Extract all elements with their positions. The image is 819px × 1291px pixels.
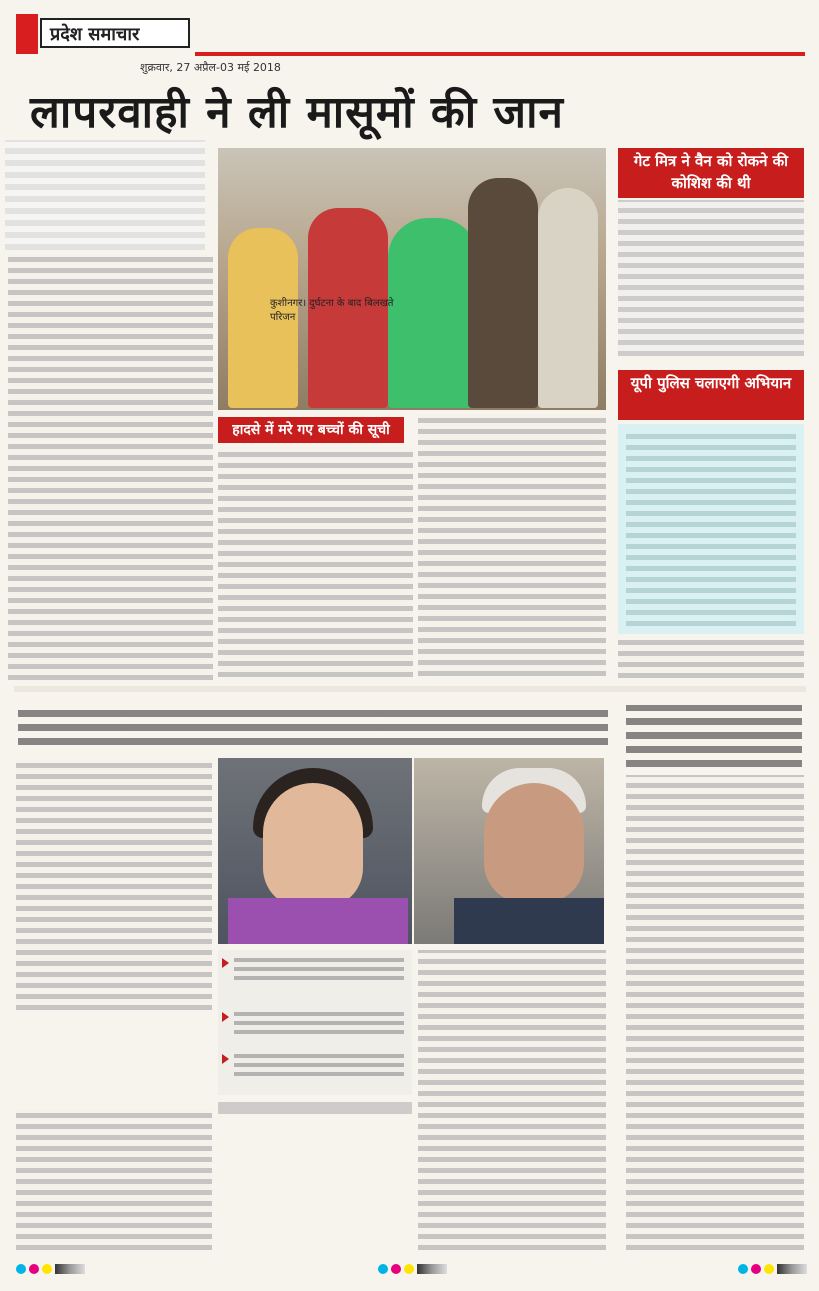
kicker-blur xyxy=(5,140,205,250)
story-body-col3 xyxy=(418,414,606,676)
main-headline: लापरवाही ने ली मासूमों की जान xyxy=(30,87,564,138)
bullet-triangle-icon xyxy=(222,1012,229,1022)
lower-story-col3 xyxy=(418,950,606,1250)
lower-story-col1b xyxy=(16,1110,212,1250)
portrait-photo-woman xyxy=(218,758,412,944)
sidebar-footer-text xyxy=(618,640,804,678)
bullet-triangle-icon xyxy=(222,1054,229,1064)
main-photo xyxy=(218,148,606,410)
print-registration-marks xyxy=(378,1264,447,1274)
print-registration-marks xyxy=(738,1264,807,1274)
sidebar-body-1 xyxy=(618,200,804,356)
print-registration-marks xyxy=(16,1264,85,1274)
lower-story-col1 xyxy=(16,760,212,1010)
portrait-caption xyxy=(218,1102,412,1114)
sidebar-title-1: गेट मित्र ने वैन को रोकने की कोशिश की थी xyxy=(618,148,804,198)
victims-list-label: हादसे में मरे गए बच्चों की सूची xyxy=(218,417,404,443)
date-line: शुक्रवार, 27 अप्रैल-03 मई 2018 xyxy=(140,61,281,74)
portrait-photo-man xyxy=(414,758,604,944)
highlights-box xyxy=(218,950,412,1095)
side-story-body xyxy=(626,775,804,1250)
section-name: प्रदेश समाचार xyxy=(40,18,190,48)
story-body-col2 xyxy=(218,447,413,677)
side-headline-blur xyxy=(626,705,802,767)
top-rule xyxy=(195,52,805,56)
story-body-col1 xyxy=(8,255,213,680)
sidebar-title-2: यूपी पुलिस चलाएगी अभियान xyxy=(618,370,804,420)
bullet-triangle-icon xyxy=(222,958,229,968)
lower-headline-blur xyxy=(18,705,608,745)
sidebar-body-2 xyxy=(618,424,804,634)
section-marker xyxy=(16,14,38,54)
section-divider xyxy=(14,686,806,692)
photo-caption: कुशीनगर। दुर्घटना के बाद बिलखते परिजन xyxy=(270,298,394,323)
